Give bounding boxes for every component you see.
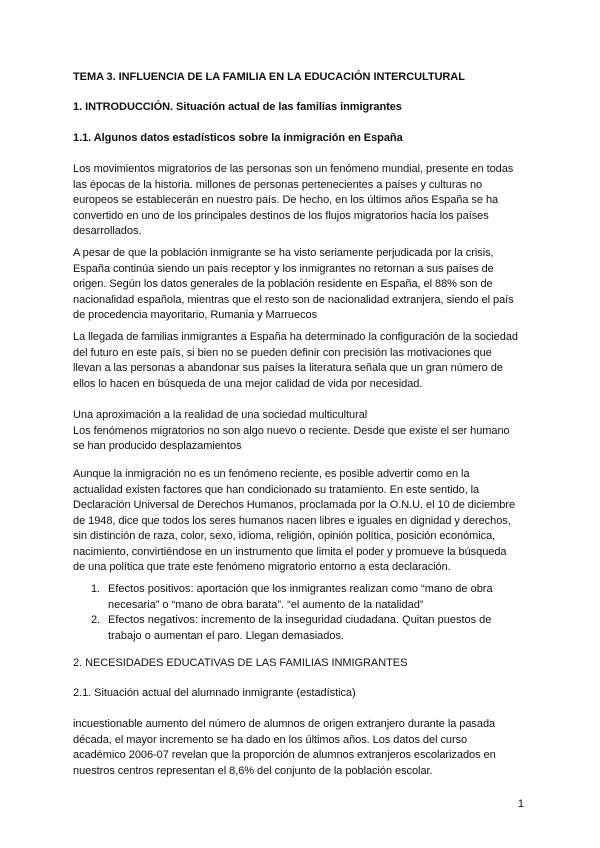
text-line: Aunque la inmigración no es un fenómeno reciente, es posible advertir como en la bbox=[73, 468, 470, 480]
text-line: década, el mayor incremento se ha dado en los últimos años. Los datos del curso bbox=[73, 733, 468, 746]
text-line: incuestionable aumento del número de alumnos de origen extranjero durante la pasada bbox=[73, 718, 496, 730]
text-line: del futuro en este país, si bien no se pueden definir con precisión las motivaciones que bbox=[73, 346, 492, 359]
text-line: La llegada de familias inmigrantes a España ha determinado la configuración de la sociedad bbox=[73, 331, 518, 343]
paragraph-population-data bbox=[73, 246, 528, 324]
text-line: España continúa siendo un país receptor y los inmigrantes no retornan a sus países de bbox=[73, 262, 494, 275]
text-line: convertido en uno de los principales destinos de los flujos migratorios hacia los países bbox=[73, 209, 489, 222]
section-2-1-heading: 2.1. Situación actual del alumnado inmigrante (estadística) bbox=[73, 687, 356, 699]
text-line: de procedencia mayoritario, Rumania y Marruecos bbox=[73, 309, 318, 321]
text-line: de una política que trate este fenómeno migratorio entorno a esta declaración. bbox=[73, 561, 451, 573]
text-line: Los fenómenos migratorios no son algo nuevo o reciente. Desde que existe el ser humano bbox=[73, 424, 510, 437]
text-line: las épocas de la historia. millones de personas pertenecientes a países y culturas no bbox=[73, 178, 483, 191]
document-title: TEMA 3. INFLUENCIA DE LA FAMILIA EN LA EDUCACIÓN INTERCULTURAL bbox=[73, 71, 465, 83]
section-2-heading: 2. NECESIDADES EDUCATIVAS DE LAS FAMILIAS INMIGRANTES bbox=[73, 657, 408, 669]
list-item bbox=[91, 613, 531, 644]
list-item bbox=[91, 582, 531, 613]
text-line: nuestros centros representan el 8,6% del conjunto de la población escolar. bbox=[73, 764, 433, 777]
paragraph-multicultural-society bbox=[73, 408, 528, 455]
text-line: necesaria” o “mano de obra barata”. “el aumento de la natalidad” bbox=[108, 598, 424, 611]
text-line: llevan a las personas a abandonar sus países la literatura señala que un gran número de bbox=[73, 362, 503, 374]
text-line: Efectos negativos: incremento de la inseguridad ciudadana. Quitan puestos de bbox=[108, 614, 492, 626]
text-line: Declaración Universal de Derechos Humanos, proclamada por la O.N.U. el 10 de diciembre bbox=[73, 499, 516, 511]
text-line: Efectos positivos: aportación que los inmigrantes realizan como “mano de obra bbox=[108, 583, 493, 595]
effects-list bbox=[91, 582, 531, 644]
paragraph-student-statistics bbox=[73, 717, 528, 779]
text-line: trabajo o aumentan el paro. Llegan demasiados. bbox=[108, 629, 345, 642]
text-line: académico 2006-07 revelan que la proporción de alumnos extranjeros escolarizados en bbox=[73, 749, 496, 761]
text-line: origen. Según los datos generales de la población residente en España, el 88% son de bbox=[73, 278, 493, 290]
paragraph-human-rights bbox=[73, 467, 528, 576]
paragraph-migration-overview bbox=[73, 162, 528, 240]
paragraph-immigrant-families bbox=[73, 330, 528, 392]
text-line: nacionalidad española, mientras que el resto son de nacionalidad extranjera, siendo el país bbox=[73, 293, 514, 306]
list-number: 2. bbox=[91, 614, 101, 626]
text-line: de 1948, dice que todos los seres humanos nacen libres e iguales en dignidad y derechos, bbox=[73, 514, 511, 527]
text-line: sin distinción de raza, color, sexo, idioma, religión, opinión política, posición económica, bbox=[73, 530, 496, 542]
text-line: europeos se establecerán en nuestro país. De hecho, en los últimos años España se ha bbox=[73, 194, 499, 206]
text-line: ellos lo hacen en búsqueda de una mejor calidad de vida por necesidad. bbox=[73, 377, 423, 390]
text-line: se han producido desplazamientos bbox=[73, 440, 242, 452]
text-line: Los movimientos migratorios de las personas son un fenómeno mundial, presente en todas bbox=[73, 163, 514, 175]
list-number: 1. bbox=[91, 583, 101, 595]
section-1-heading: 1. INTRODUCCIÓN. Situación actual de las familias inmigrantes bbox=[73, 101, 402, 113]
text-line: desarrollados. bbox=[73, 225, 142, 237]
text-line: actualidad existen factores que han condicionado su tratamiento. En este sentido, la bbox=[73, 483, 480, 496]
text-line: nacimiento, convirtiéndose en un instrumento que limita el poder y promueve la búsqueda bbox=[73, 545, 507, 558]
section-1-1-heading: 1.1. Algunos datos estadísticos sobre la inmigración en España bbox=[73, 132, 403, 144]
text-line: Una aproximación a la realidad de una sociedad multicultural bbox=[73, 409, 368, 421]
page-number: 1 bbox=[517, 798, 524, 810]
text-line: A pesar de que la población inmigrante se ha visto seriamente perjudicada por la crisis, bbox=[73, 247, 494, 259]
